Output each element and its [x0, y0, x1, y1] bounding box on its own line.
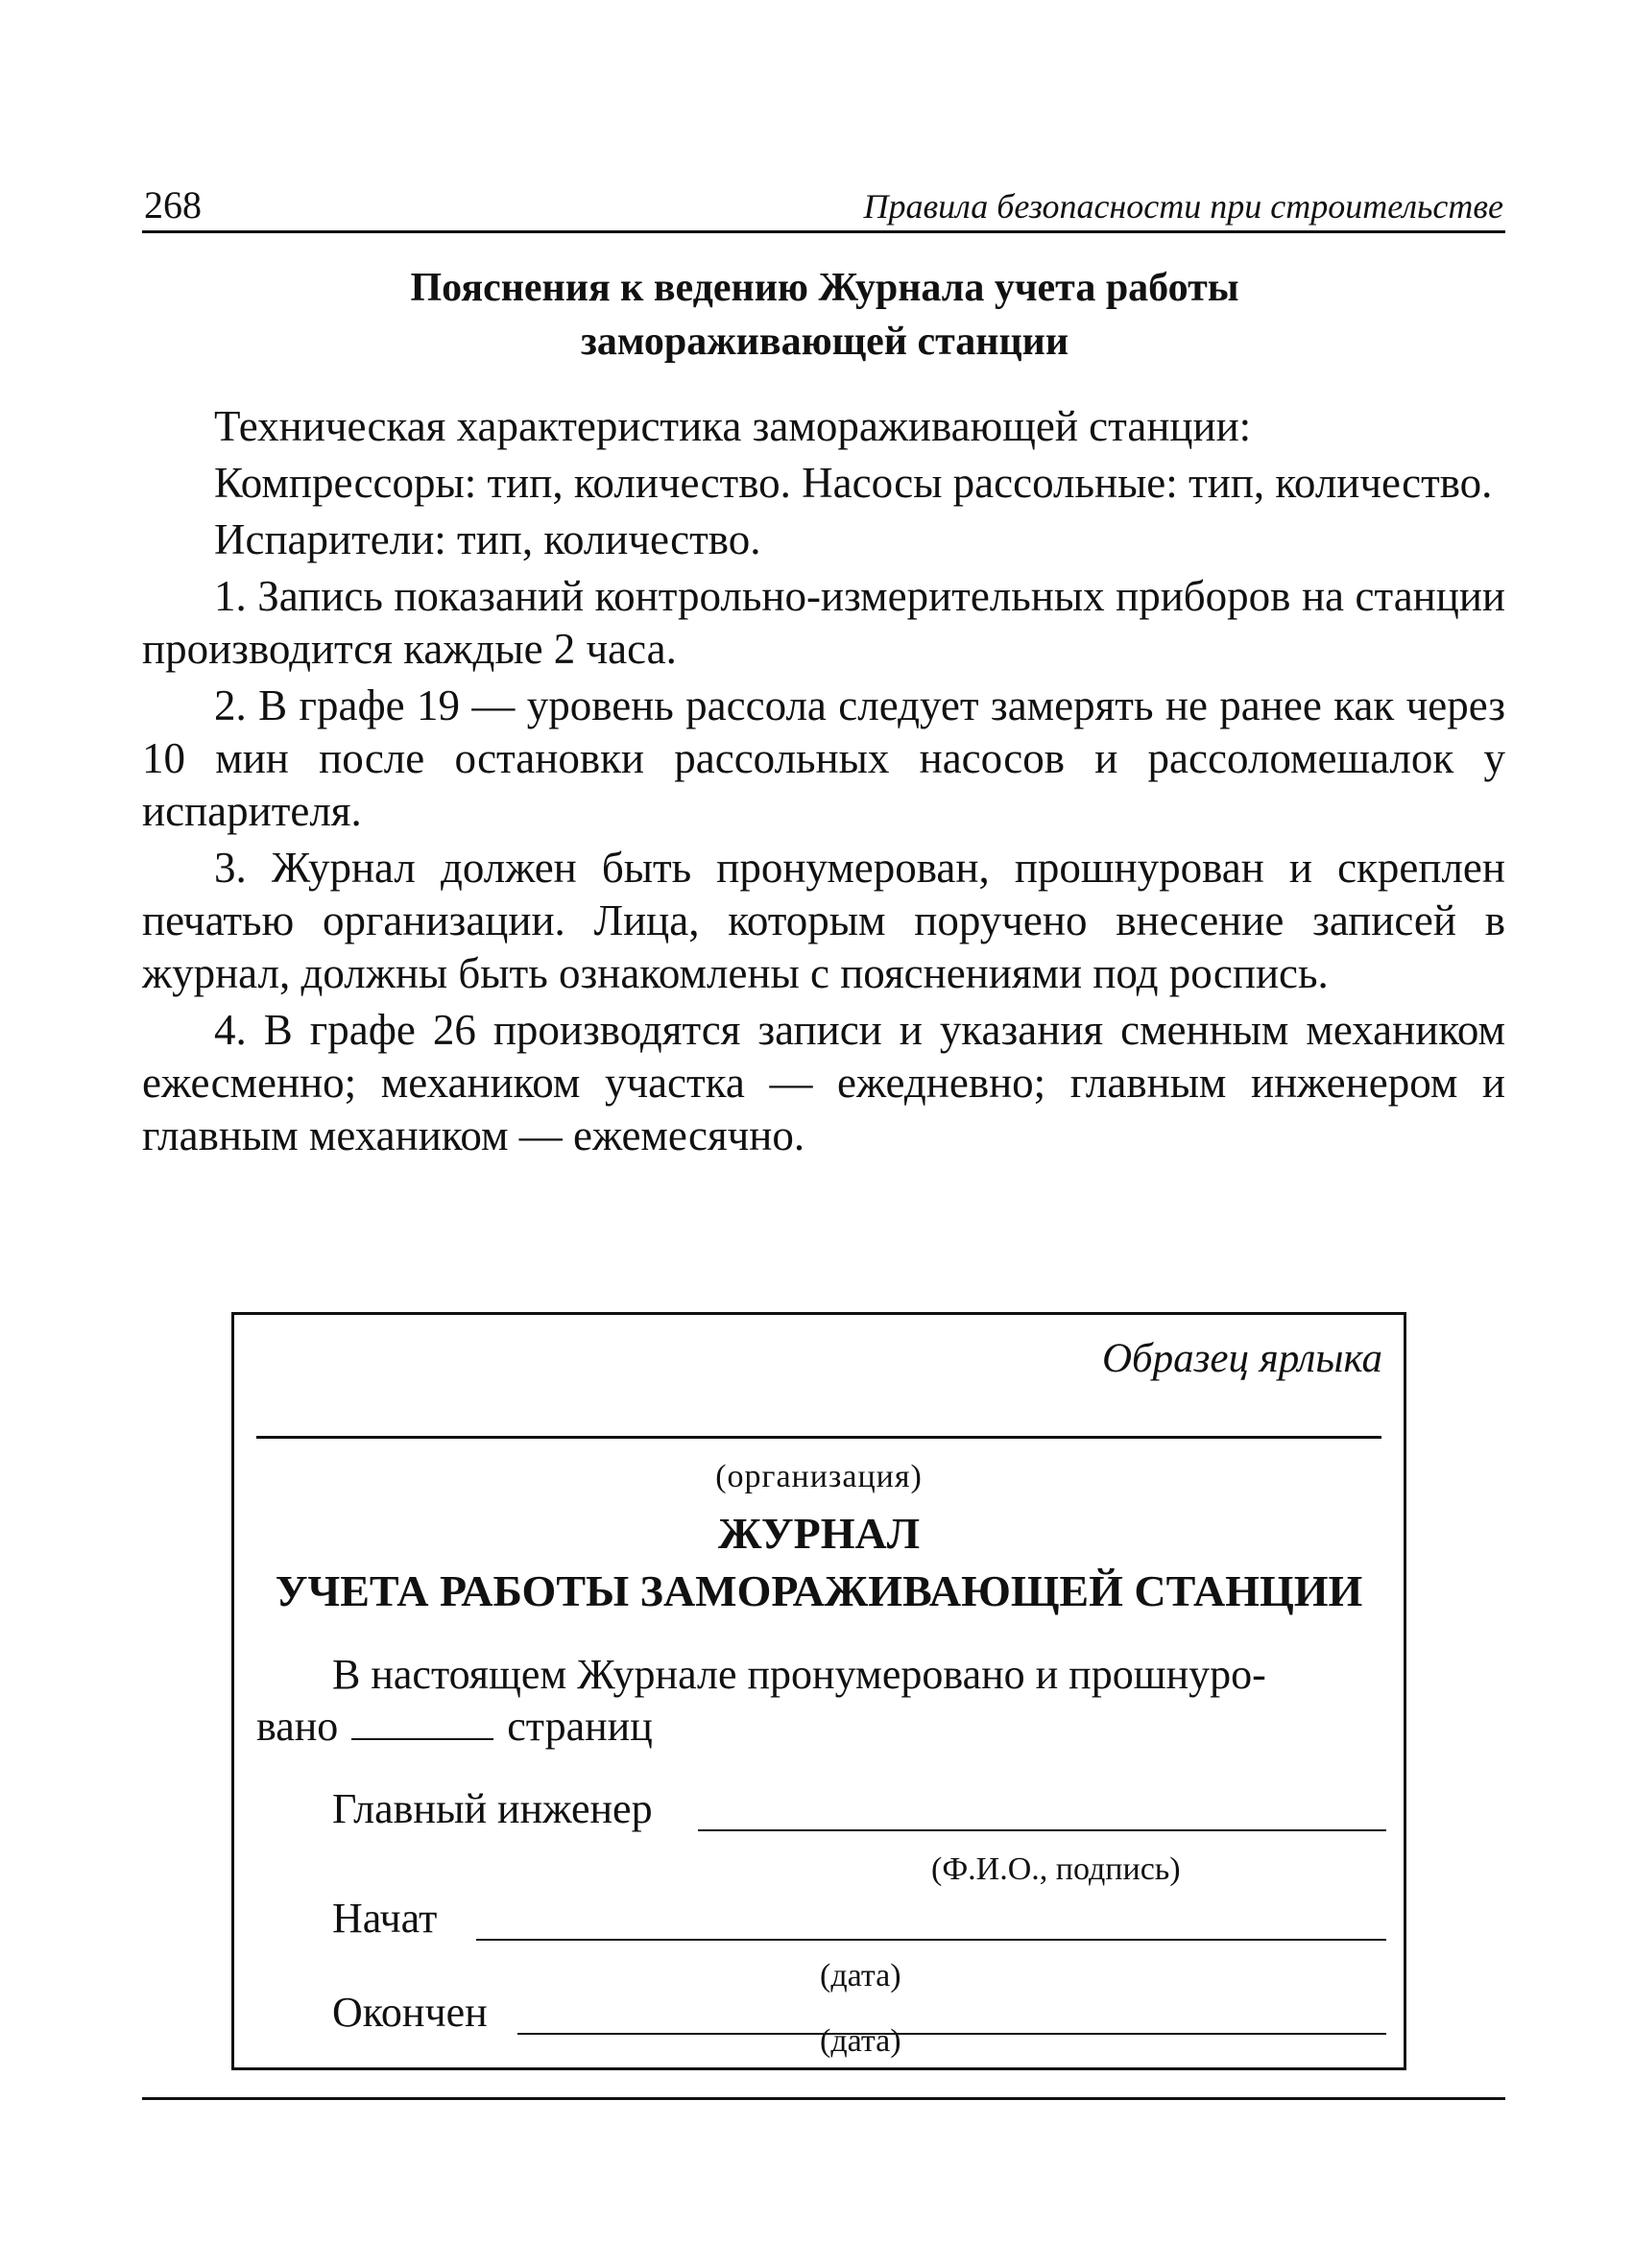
chief-engineer-line [698, 1829, 1386, 1831]
sample-label-title: Образец ярлыка [1101, 1336, 1382, 1381]
body-text [142, 400, 1505, 1162]
finished-date-caption: (дата) [820, 2023, 901, 2059]
paragraph-compressors: Компрессоры: тип, количество. Насосы рассольные: тип, количество. [214, 459, 1493, 507]
pages-statement-line-2 [256, 1701, 1384, 1753]
paragraph-evaporators: Испарители: тип, количество. [214, 515, 761, 563]
paragraph-tech-characteristics: Техническая характеристика замораживающей станции: [214, 402, 1252, 450]
label-sample-box [231, 1312, 1406, 2070]
pages-statement-line-1: В настоящем Журнале пронумеровано и прошнуро- [332, 1651, 1266, 1698]
paragraph-item-4: 4. В графе 26 производятся записи и указания сменным механиком ежесменно; механиком участка — ежедневно; главным инженером и главным механиком — ежемесячно. [142, 1006, 1505, 1159]
pages-suffix: страниц [507, 1703, 653, 1750]
chief-engineer-caption: (Ф.И.О., подпись) [931, 1851, 1181, 1887]
pages-word: вано [256, 1703, 339, 1750]
page-number: 268 [144, 183, 202, 227]
journal-title-line-2: УЧЕТА РАБОТЫ ЗАМОРАЖИВАЮЩЕЙ СТАНЦИИ [275, 1566, 1363, 1615]
organization-caption: (организация) [715, 1459, 923, 1494]
chief-engineer-label: Главный инженер [332, 1785, 653, 1832]
pages-count-blank [351, 1738, 493, 1740]
paragraph-item-1: 1. Запись показаний контрольно-измерительных приборов на станции производится каждые 2 часа. [142, 572, 1505, 673]
bottom-rule [142, 2097, 1505, 2100]
organization-line [256, 1436, 1381, 1439]
started-date-caption: (дата) [820, 1958, 901, 1993]
running-title: Правила безопасности при строительстве [863, 187, 1503, 226]
started-date-line [476, 1939, 1386, 1941]
section-title-line-2: замораживающей станции [580, 320, 1069, 364]
section-title-line-1: Пояснения к ведению Журнала учета работы [410, 266, 1239, 310]
pages-statement [256, 1649, 1384, 1753]
started-label: Начат [332, 1895, 438, 1942]
journal-title-line-1: ЖУРНАЛ [718, 1509, 920, 1558]
finished-date-line [517, 2033, 1386, 2035]
header-rule [142, 230, 1505, 233]
paragraph-item-2: 2. В графе 19 — уровень рассола следует замерять не ранее как через 10 мин после остановки рассольных насосов и рассоломешалок у испарителя. [142, 681, 1505, 835]
paragraph-item-3: 3. Журнал должен быть пронумерован, прошнурован и скреплен печатью организации. Лица, которым поручено внесение записей в журнал, должны быть ознакомлены с пояснениями под роспись. [142, 844, 1505, 997]
finished-label: Окончен [332, 1989, 488, 2036]
